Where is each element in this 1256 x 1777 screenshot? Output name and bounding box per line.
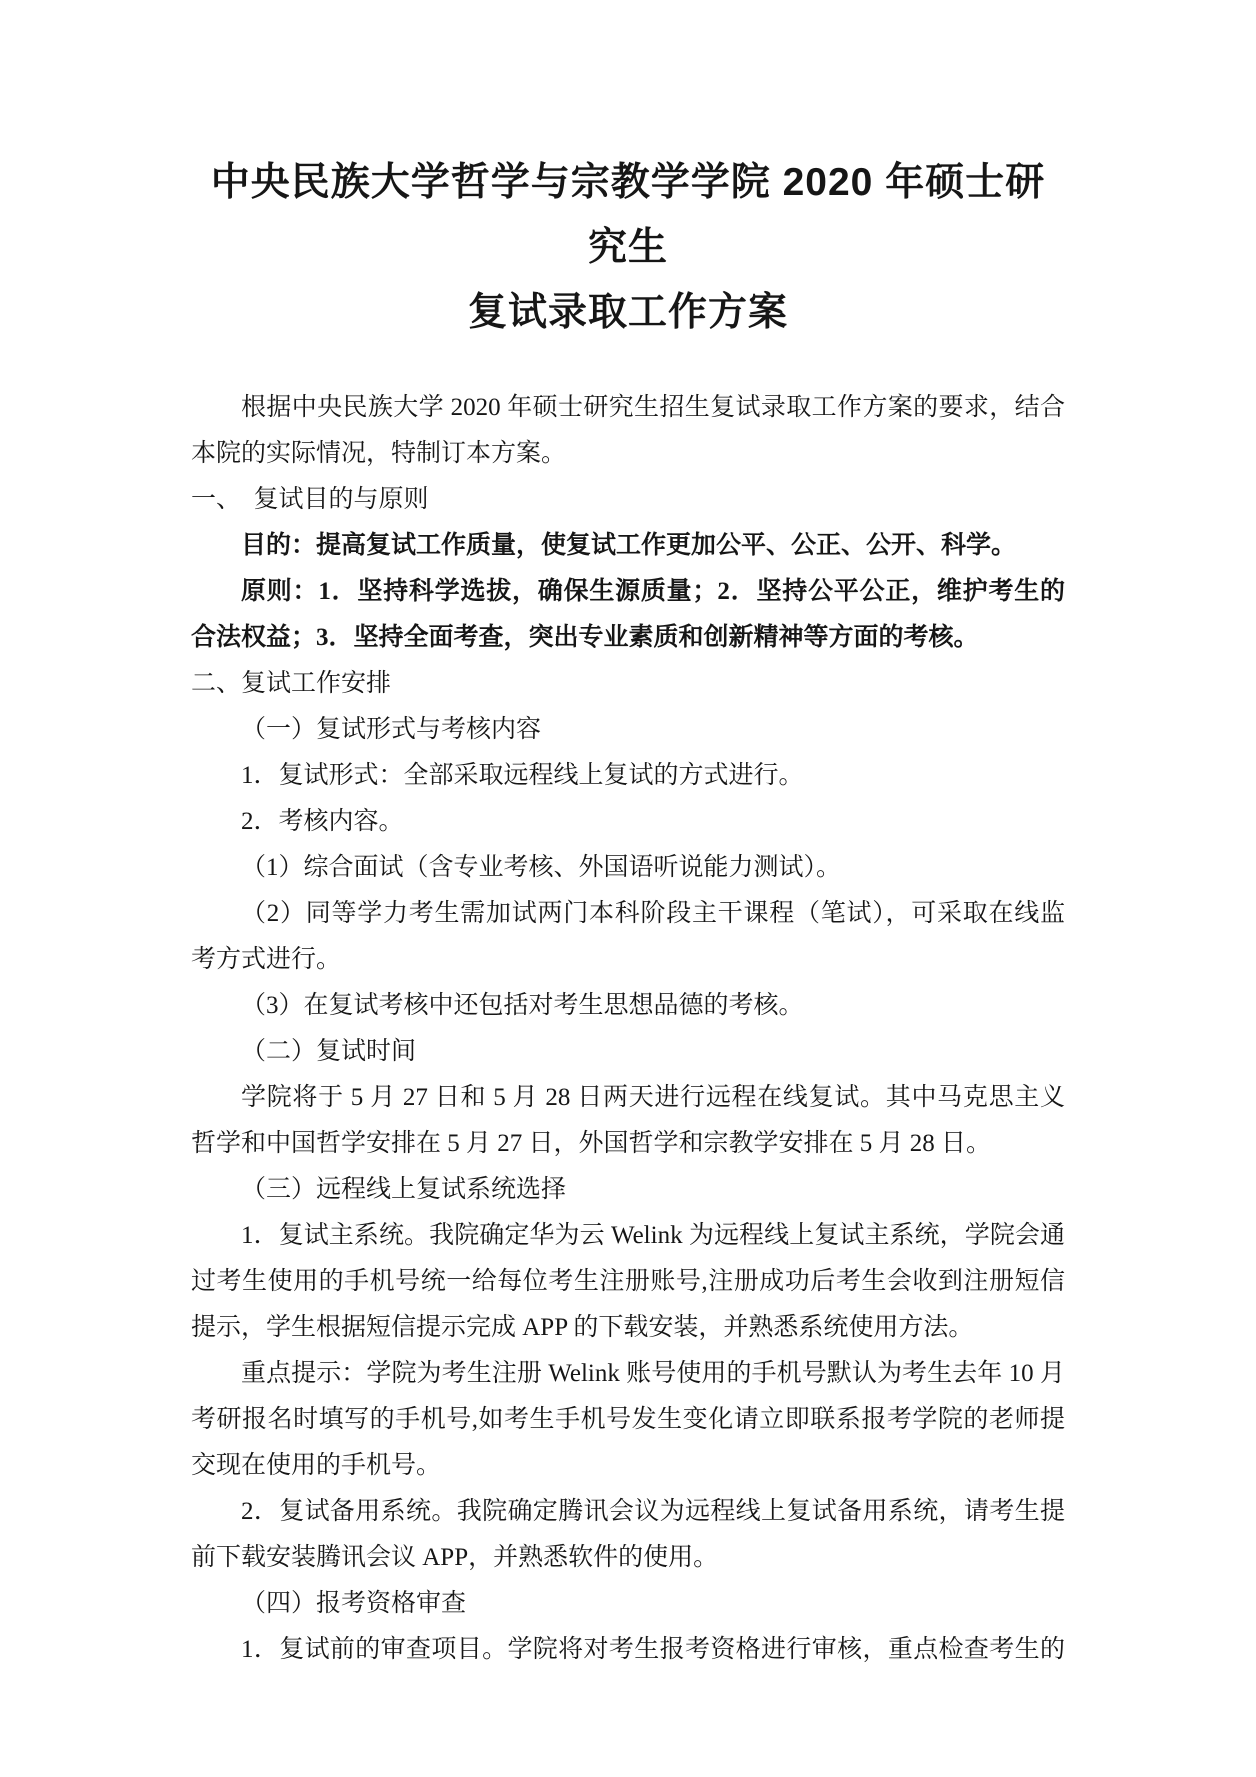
document-title xyxy=(191,150,1065,345)
paragraph-4: 原则：1．坚持科学选拔，确保生源质量；2．坚持公平公正，维护考生的合法权益；3．坚持全面考查，突出专业素质和创新精神等方面的考核。 xyxy=(191,578,1065,651)
paragraph-19: 1．复试前的审查项目。学院将对考生报考资格进行审核，重点检查考生的 xyxy=(241,1636,1065,1663)
paragraph-18: （四）报考资格审查 xyxy=(241,1590,467,1617)
paragraph-12: （二）复试时间 xyxy=(241,1038,417,1065)
paragraph-17: 2．复试备用系统。我院确定腾讯会议为远程线上复试备用系统，请考生提前下载安装腾讯会议 APP，并熟悉软件的使用。 xyxy=(191,1498,1065,1571)
paragraph-5: 二、复试工作安排 xyxy=(191,670,392,697)
paragraph-13: 学院将于 5 月 27 日和 5 月 28 日两天进行远程在线复试。其中马克思主义哲学和中国哲学安排在 5 月 27 日，外国哲学和宗教学安排在 5 月 28 日。 xyxy=(191,1084,1065,1157)
paragraph-8: 2．考核内容。 xyxy=(241,808,404,835)
paragraph-7: 1．复试形式：全部采取远程线上复试的方式进行。 xyxy=(241,762,804,789)
paragraph-1: 根据中央民族大学 2020 年硕士研究生招生复试录取工作方案的要求，结合本院的实际情况，特制订本方案。 xyxy=(191,394,1065,467)
paragraph-9: （1）综合面试（含专业考核、外国语听说能力测试）。 xyxy=(241,854,842,881)
paragraph-16: 重点提示：学院为考生注册 Welink 账号使用的手机号默认为考生去年 10 月考研报名时填写的手机号,如考生手机号发生变化请立即联系报考学院的老师提交现在使用的手机号。 xyxy=(191,1360,1065,1479)
paragraph-6: （一）复试形式与考核内容 xyxy=(241,716,542,743)
paragraph-3: 目的：提高复试工作质量，使复试工作更加公平、公正、公开、科学。 xyxy=(241,532,1017,559)
paragraph-14: （三）远程线上复试系统选择 xyxy=(241,1176,567,1203)
document-title-line2: 复试录取工作方案 xyxy=(467,291,788,334)
paragraph-15: 1．复试主系统。我院确定华为云 Welink 为远程线上复试主系统，学院会通过考生使用的手机号统一给每位考生注册账号,注册成功后考生会收到注册短信提示，学生根据短信提示完成 APP 的下载安装，并熟悉系统使用方法。 xyxy=(191,1222,1065,1341)
paragraph-2: 一、 复试目的与原则 xyxy=(191,486,429,513)
document-title-line1: 中央民族大学哲学与宗教学学院 2020 年硕士研究生 xyxy=(210,161,1046,269)
paragraph-11: （3）在复试考核中还包括对考生思想品德的考核。 xyxy=(241,992,804,1019)
paragraph-10: （2）同等学力考生需加试两门本科阶段主干课程（笔试），可采取在线监考方式进行。 xyxy=(191,900,1065,973)
document-body xyxy=(191,385,1065,1673)
